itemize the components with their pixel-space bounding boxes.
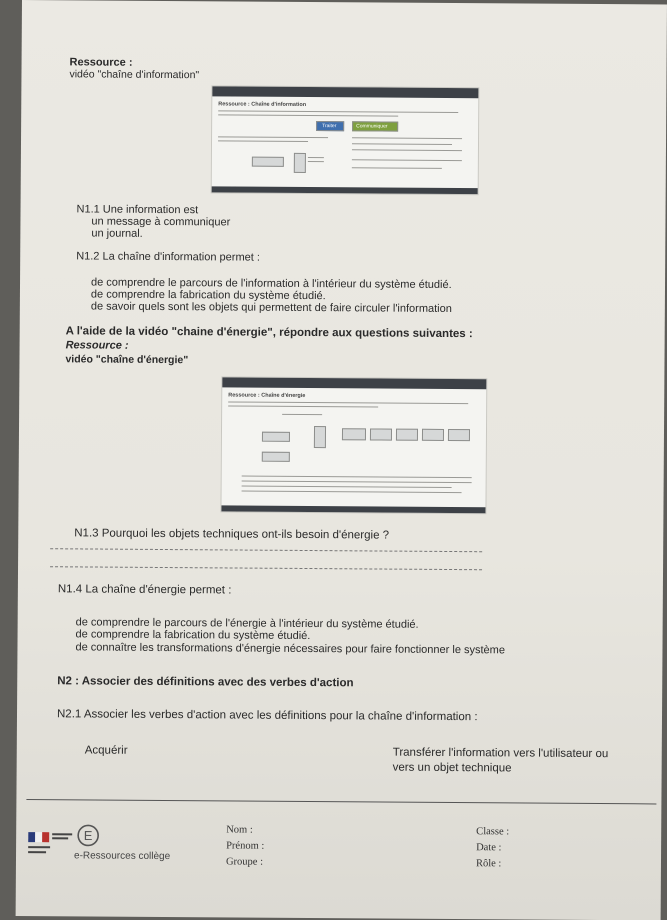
n1-4-option-3[interactable]: de connaître les transformations d'énergie nécessaires pour faire fonctionner le système — [75, 641, 506, 657]
worksheet-page — [16, 0, 667, 920]
resource-title-2: vidéo "chaîne d'énergie" — [65, 353, 189, 367]
n2-1-question: N2.1 Associer les verbes d'action avec les définitions pour la chaîne d'information : — [56, 708, 478, 724]
e-logo-icon — [76, 823, 100, 847]
n1-4-question: N1.4 La chaîne d'énergie permet : — [57, 583, 232, 597]
answer-line-2[interactable] — [50, 566, 482, 570]
video-title-bar — [212, 86, 478, 98]
n1-1-option-message[interactable]: un message à communiquer — [91, 215, 231, 229]
role-label: Rôle : — [475, 858, 502, 870]
thumb-traiter-box: Traiter — [316, 121, 344, 131]
video-control-bar — [221, 505, 485, 513]
classe-label: Classe : — [476, 826, 510, 838]
prenom-label: Prénom : — [226, 840, 265, 852]
n2-title: N2 : Associer des définitions avec des verbes d'action — [57, 675, 354, 690]
thumb-title-1: Ressource : Chaîne d'information — [218, 101, 307, 108]
svg-text:E: E — [83, 827, 93, 844]
n1-4-option-1[interactable]: de comprendre le parcours de l'énergie à l'intérieur du système étudié. — [75, 616, 419, 631]
footer-brand: e-Ressources collège — [73, 850, 171, 863]
n1-2-option-2[interactable]: de comprendre la fabrication du système étudié. — [90, 288, 326, 303]
n1-2-question: N1.2 La chaîne d'information permet : — [76, 250, 260, 264]
video-thumbnail-information[interactable] — [211, 85, 480, 195]
video-control-bar — [212, 186, 478, 194]
thumb-title-2: Ressource : Chaîne d'énergie — [228, 392, 306, 399]
video-thumbnail-energy[interactable] — [220, 376, 487, 514]
n1-1-question: N1.1 Une information est — [76, 203, 199, 217]
resource-label-2: Ressource : — [65, 339, 129, 352]
n1-3-question: N1.3 Pourquoi les objets techniques ont-ils besoin d'énergie ? — [74, 527, 390, 542]
thumb-communiquer-box: Communiquer — [352, 121, 398, 131]
answer-line-1[interactable] — [50, 548, 482, 552]
definition-line-2[interactable]: vers un objet technique — [392, 761, 512, 775]
verb-acquerir[interactable]: Acquérir — [84, 744, 128, 757]
n1-1-option-journal[interactable]: un journal. — [91, 227, 143, 240]
n1-4-option-2[interactable]: de comprendre la fabrication du système étudié. — [75, 628, 311, 643]
instruction-energy: A l'aide de la vidéo "chaine d'énergie", répondre aux questions suivantes : — [65, 325, 473, 341]
date-label: Date : — [476, 842, 502, 854]
n1-2-option-3[interactable]: de savoir quels sont les objets qui permettent de faire circuler l'information — [90, 300, 452, 316]
groupe-label: Groupe : — [225, 856, 264, 868]
definition-line-1[interactable]: Transférer l'information vers l'utilisateur ou — [392, 746, 609, 761]
nom-label: Nom : — [226, 824, 253, 836]
resource-title-1: vidéo "chaîne d'information" — [69, 68, 200, 82]
video-title-bar — [222, 377, 486, 389]
n1-2-option-1[interactable]: de comprendre le parcours de l'information à l'intérieur du système étudié. — [90, 276, 452, 292]
resource-label-1: Ressource : — [69, 56, 133, 69]
footer-divider — [26, 799, 656, 804]
